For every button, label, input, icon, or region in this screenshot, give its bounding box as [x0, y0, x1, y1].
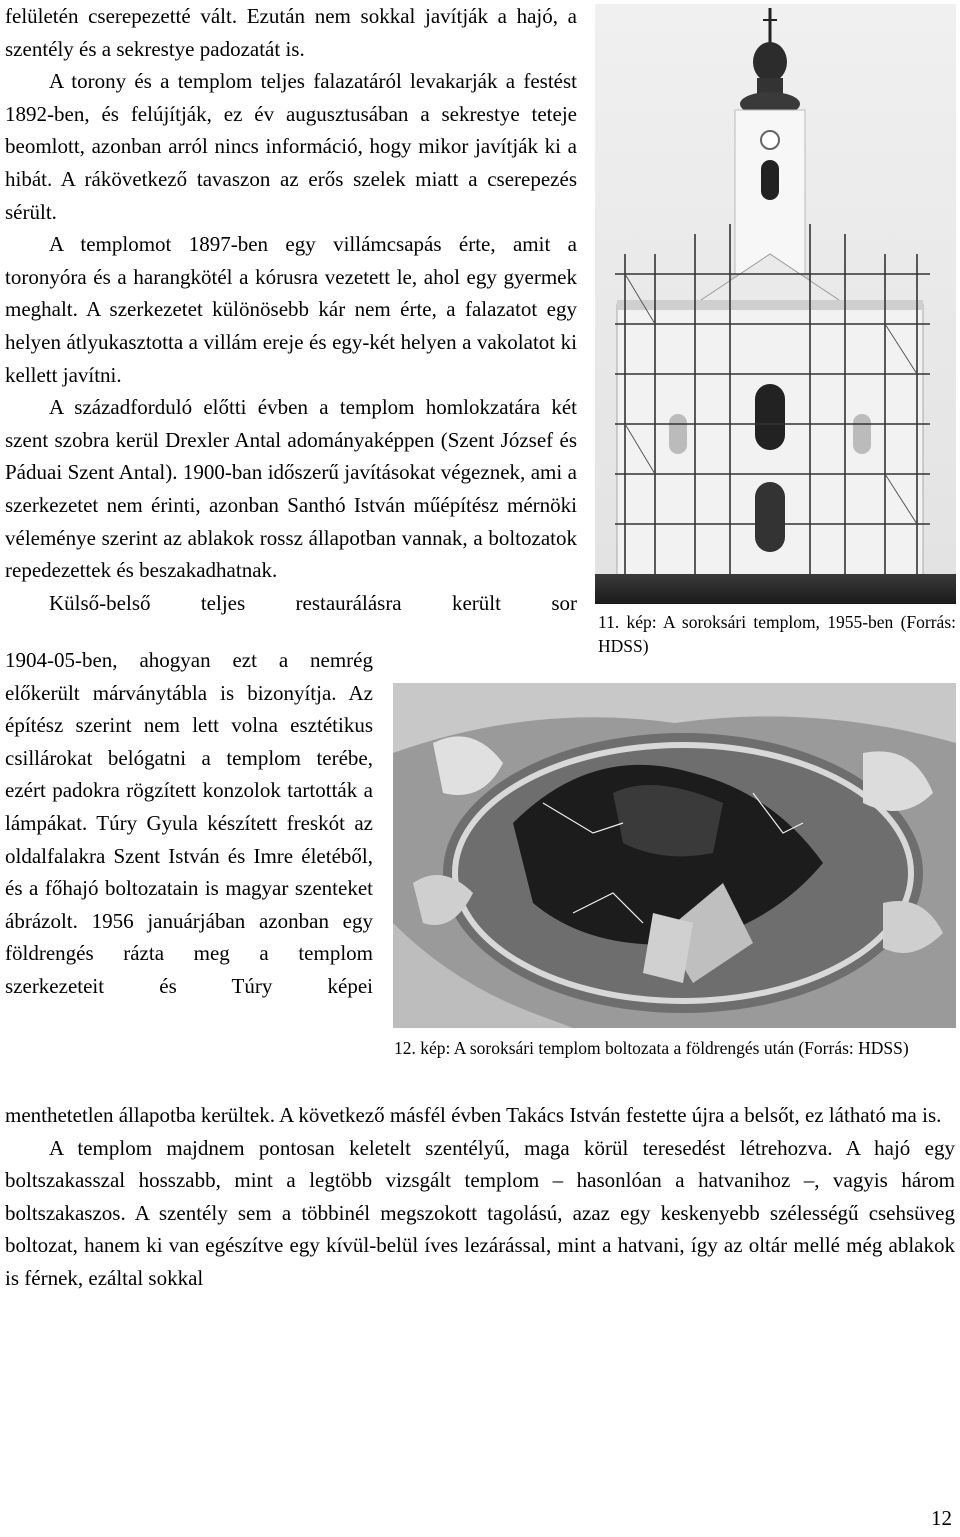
- paragraph-5-start: Külső-belső teljes restaurálásra került sor: [49, 590, 577, 615]
- paragraph-3: A templomot 1897-ben egy villámcsapás érte, amit a toronyóra és a harangkötél a kórusra vezetett le, ahol egy gyermek meghalt. A szerkezetet különösebb kár nem érte, a falazatot egy helyen átlyukasztotta a villám ereje és egy-két helyen a vakolatot ki kellett javítni.: [5, 232, 577, 387]
- paragraph-1: felületén cserepezetté vált. Ezután nem sokkal javítják a hajó, a szentély és a sekrestye padozatát is.: [5, 4, 577, 61]
- page-number: 12: [931, 1506, 952, 1530]
- church-photo-image: [595, 4, 956, 604]
- narrow-text-column: [5, 644, 373, 1003]
- paragraph-5-end: menthetetlen állapotba kerültek. A következő másfél évben Takács István festette újra a belsőt, ez látható ma is.: [5, 1103, 942, 1127]
- figure-12-caption: 12. kép: A soroksári templom boltozata a földrengés után (Forrás: HDSS): [394, 1038, 909, 1058]
- paragraph-6: A templom majdnem pontosan keletelt szentélyű, maga körül teresedést létrehozva. A hajó egy boltszakasszal hosszabb, mint a legtöbb vizsgált templom – hasonlóan a hatvanihoz –, vagyis három boltszakaszos. A szentély sem a többinél megszokott tagolású, azaz egy keskenyebb szélességű csehsüveg boltozat, hanem ki van egészítve egy kívül-belül íves lezárással, mint a hatvani, így az oltár mellé még ablakok is férnek, ezáltal sokkal: [5, 1135, 955, 1290]
- paragraph-2: A torony és a templom teljes falazatáról levakarják a festést 1892-ben, és felújítják, ez év augusztusában a sekrestye teteje beomlott, azonban arról nincs információ, hogy mikor javítják ki a hibát. A rákövetkező tavaszon az erős szelek miatt a cserepezés sérült.: [5, 69, 577, 224]
- church-photo: [595, 4, 956, 604]
- paragraph-5-continued: 1904-05-ben, ahogyan ezt a nemrég előkerült márványtábla is bizonyítja. Az építész szerint nem lett volna esztétikus csillárokat belógatni a templom terébe, ezért padokra rögzített konzolok tartották a lámpákat. Túry Gyula készített freskót az oldalfalakra Szent István és Imre életéből, és a főhajó boltozatain is magyar szenteket ábrázolt. 1956 januárjában azonban egy földrengés rázta meg a templom szerkezeteit és Túry képei: [5, 648, 373, 998]
- paragraph-4: A századforduló előtti évben a templom homlokzatára két szent szobra kerül Drexler Antal adományaképpen (Szent József és Páduai Szent Antal). 1900-ban időszerű javításokat végeznek, ami a szerkezetet nem érinti, azonban Santhó István műépítész mérnöki véleménye szerint az ablakok rossz állapotban vannak, a boltozatok repedezettek és beszakadhatnak.: [5, 395, 577, 583]
- vault-damage-photo: [393, 683, 956, 1028]
- figure-11-caption: 11. kép: A soroksári templom, 1955-ben (Forrás: HDSS): [598, 612, 956, 656]
- left-text-column: [5, 0, 577, 619]
- vault-damage-image: [393, 683, 956, 1028]
- full-width-text: [5, 1099, 955, 1295]
